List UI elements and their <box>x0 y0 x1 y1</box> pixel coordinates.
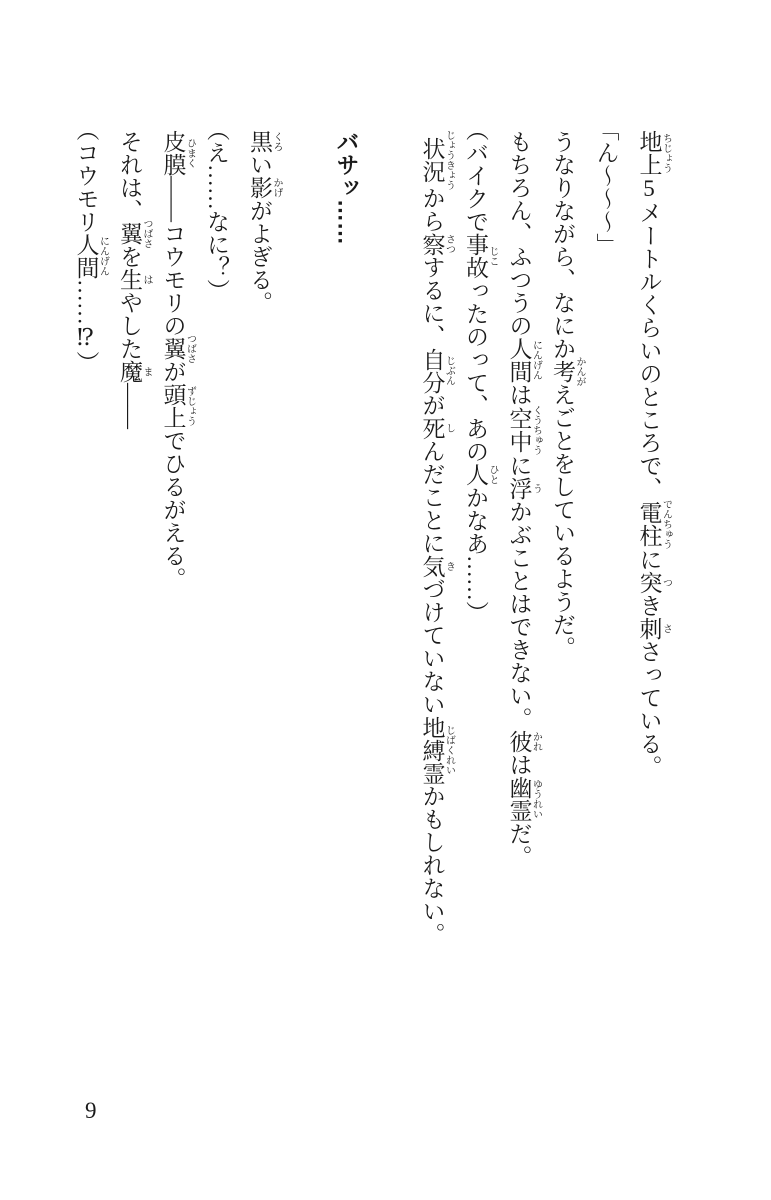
spacer-2 <box>282 107 325 943</box>
line-kuroi-kage: 黒 くろい影 かげがよぎる。 <box>247 130 282 314</box>
ruby-annotated-text: 彼 かれ <box>506 730 542 753</box>
ruby-annotated-text: 幽霊 ゆうれい <box>506 776 542 822</box>
ruby-annotated-text: 突 つ <box>636 571 672 594</box>
ruby-annotated-text: 翼 つばさ <box>117 218 152 249</box>
ruby-annotated-text: 気 き <box>419 554 455 578</box>
ruby-annotated-text: 頭上 ずじょう <box>160 383 196 429</box>
ruby-annotated-text: 電柱 でんちゅう <box>636 499 672 549</box>
ruby-annotated-text: 察 さつ <box>419 232 455 256</box>
ruby-annotated-text: 人間 にんげん <box>73 233 109 279</box>
upright-digit: 5 <box>636 176 662 201</box>
ruby-annotated-text: 地縛霊 じばくれい <box>419 715 455 785</box>
line-mochiron: もちろん、ふつうの人間 にんげんは空中 くうちゅうに浮 うかぶことはできない。彼 かれは幽霊 ゆうれいだ。 <box>506 130 542 868</box>
ruby-annotated-text: 状況 じょうきょう <box>419 130 455 190</box>
ruby-annotated-text: 浮 う <box>506 477 542 500</box>
line-unari: うなりながら、なにか考 かんがえごとをしているようだ。 <box>550 130 585 659</box>
line-sorewa: それは、翼 つばさを生 はやした魔 ま—— <box>117 130 152 429</box>
line-baiku-monologue: （バイクで事故 じこったのって、あの人 ひとかなあ……） <box>463 118 498 624</box>
line-basa-sfx: バサッ…… <box>333 130 360 245</box>
ruby-annotated-text: 人間 にんげん <box>506 337 542 383</box>
ruby-annotated-text: 死 し <box>419 416 455 440</box>
text-area <box>65 107 672 946</box>
ruby-annotated-text: 人 ひと <box>463 463 498 486</box>
ruby-annotated-text: 魔 ま <box>117 360 152 383</box>
wave-dash: 〜〜〜 <box>593 164 619 233</box>
spacer-1 <box>368 107 411 943</box>
ruby-annotated-text: 空中 くうちゅう <box>506 405 542 455</box>
line-chijou: 地上 ちじょう5メートルくらいのところで、電柱 でんちゅうに突 つき刺 ささっている。 <box>636 130 672 778</box>
ruby-annotated-text: 黒 くろ <box>247 130 282 153</box>
page-number: 9 <box>85 1098 97 1123</box>
ruby-annotated-text: 生 は <box>117 268 152 291</box>
ruby-annotated-text: 皮膜 ひまく <box>160 130 196 176</box>
line-dialogue-n: 「ん〜〜〜」 <box>593 118 619 256</box>
ruby-annotated-text: 刺 さ <box>636 617 672 640</box>
ruby-annotated-text: 地上 ちじょう <box>636 130 672 176</box>
ruby-annotated-text: 翼 つばさ <box>160 333 196 364</box>
line-e-nani: （え……なに？） <box>204 118 229 302</box>
line-joukyou: 状況 じょうきょうから察 さつするに、自分 じぶんが死 しんだことに気 きづけていない地縛霊 じばくれいかもしれない。 <box>419 130 455 946</box>
line-koumori-ningen: （コウモリ人間 にんげん……⁉） <box>73 118 109 374</box>
ruby-annotated-text: 影 かげ <box>247 176 282 199</box>
line-himaku: 皮膜 ひまく——コウモリの翼 つばさが頭上 ずじょうでひるがえる。 <box>160 130 196 590</box>
ruby-annotated-text: 事故 じこ <box>463 233 498 279</box>
ruby-annotated-text: 自分 じぶん <box>419 347 455 394</box>
ruby-annotated-text: 考 かんが <box>550 356 585 387</box>
